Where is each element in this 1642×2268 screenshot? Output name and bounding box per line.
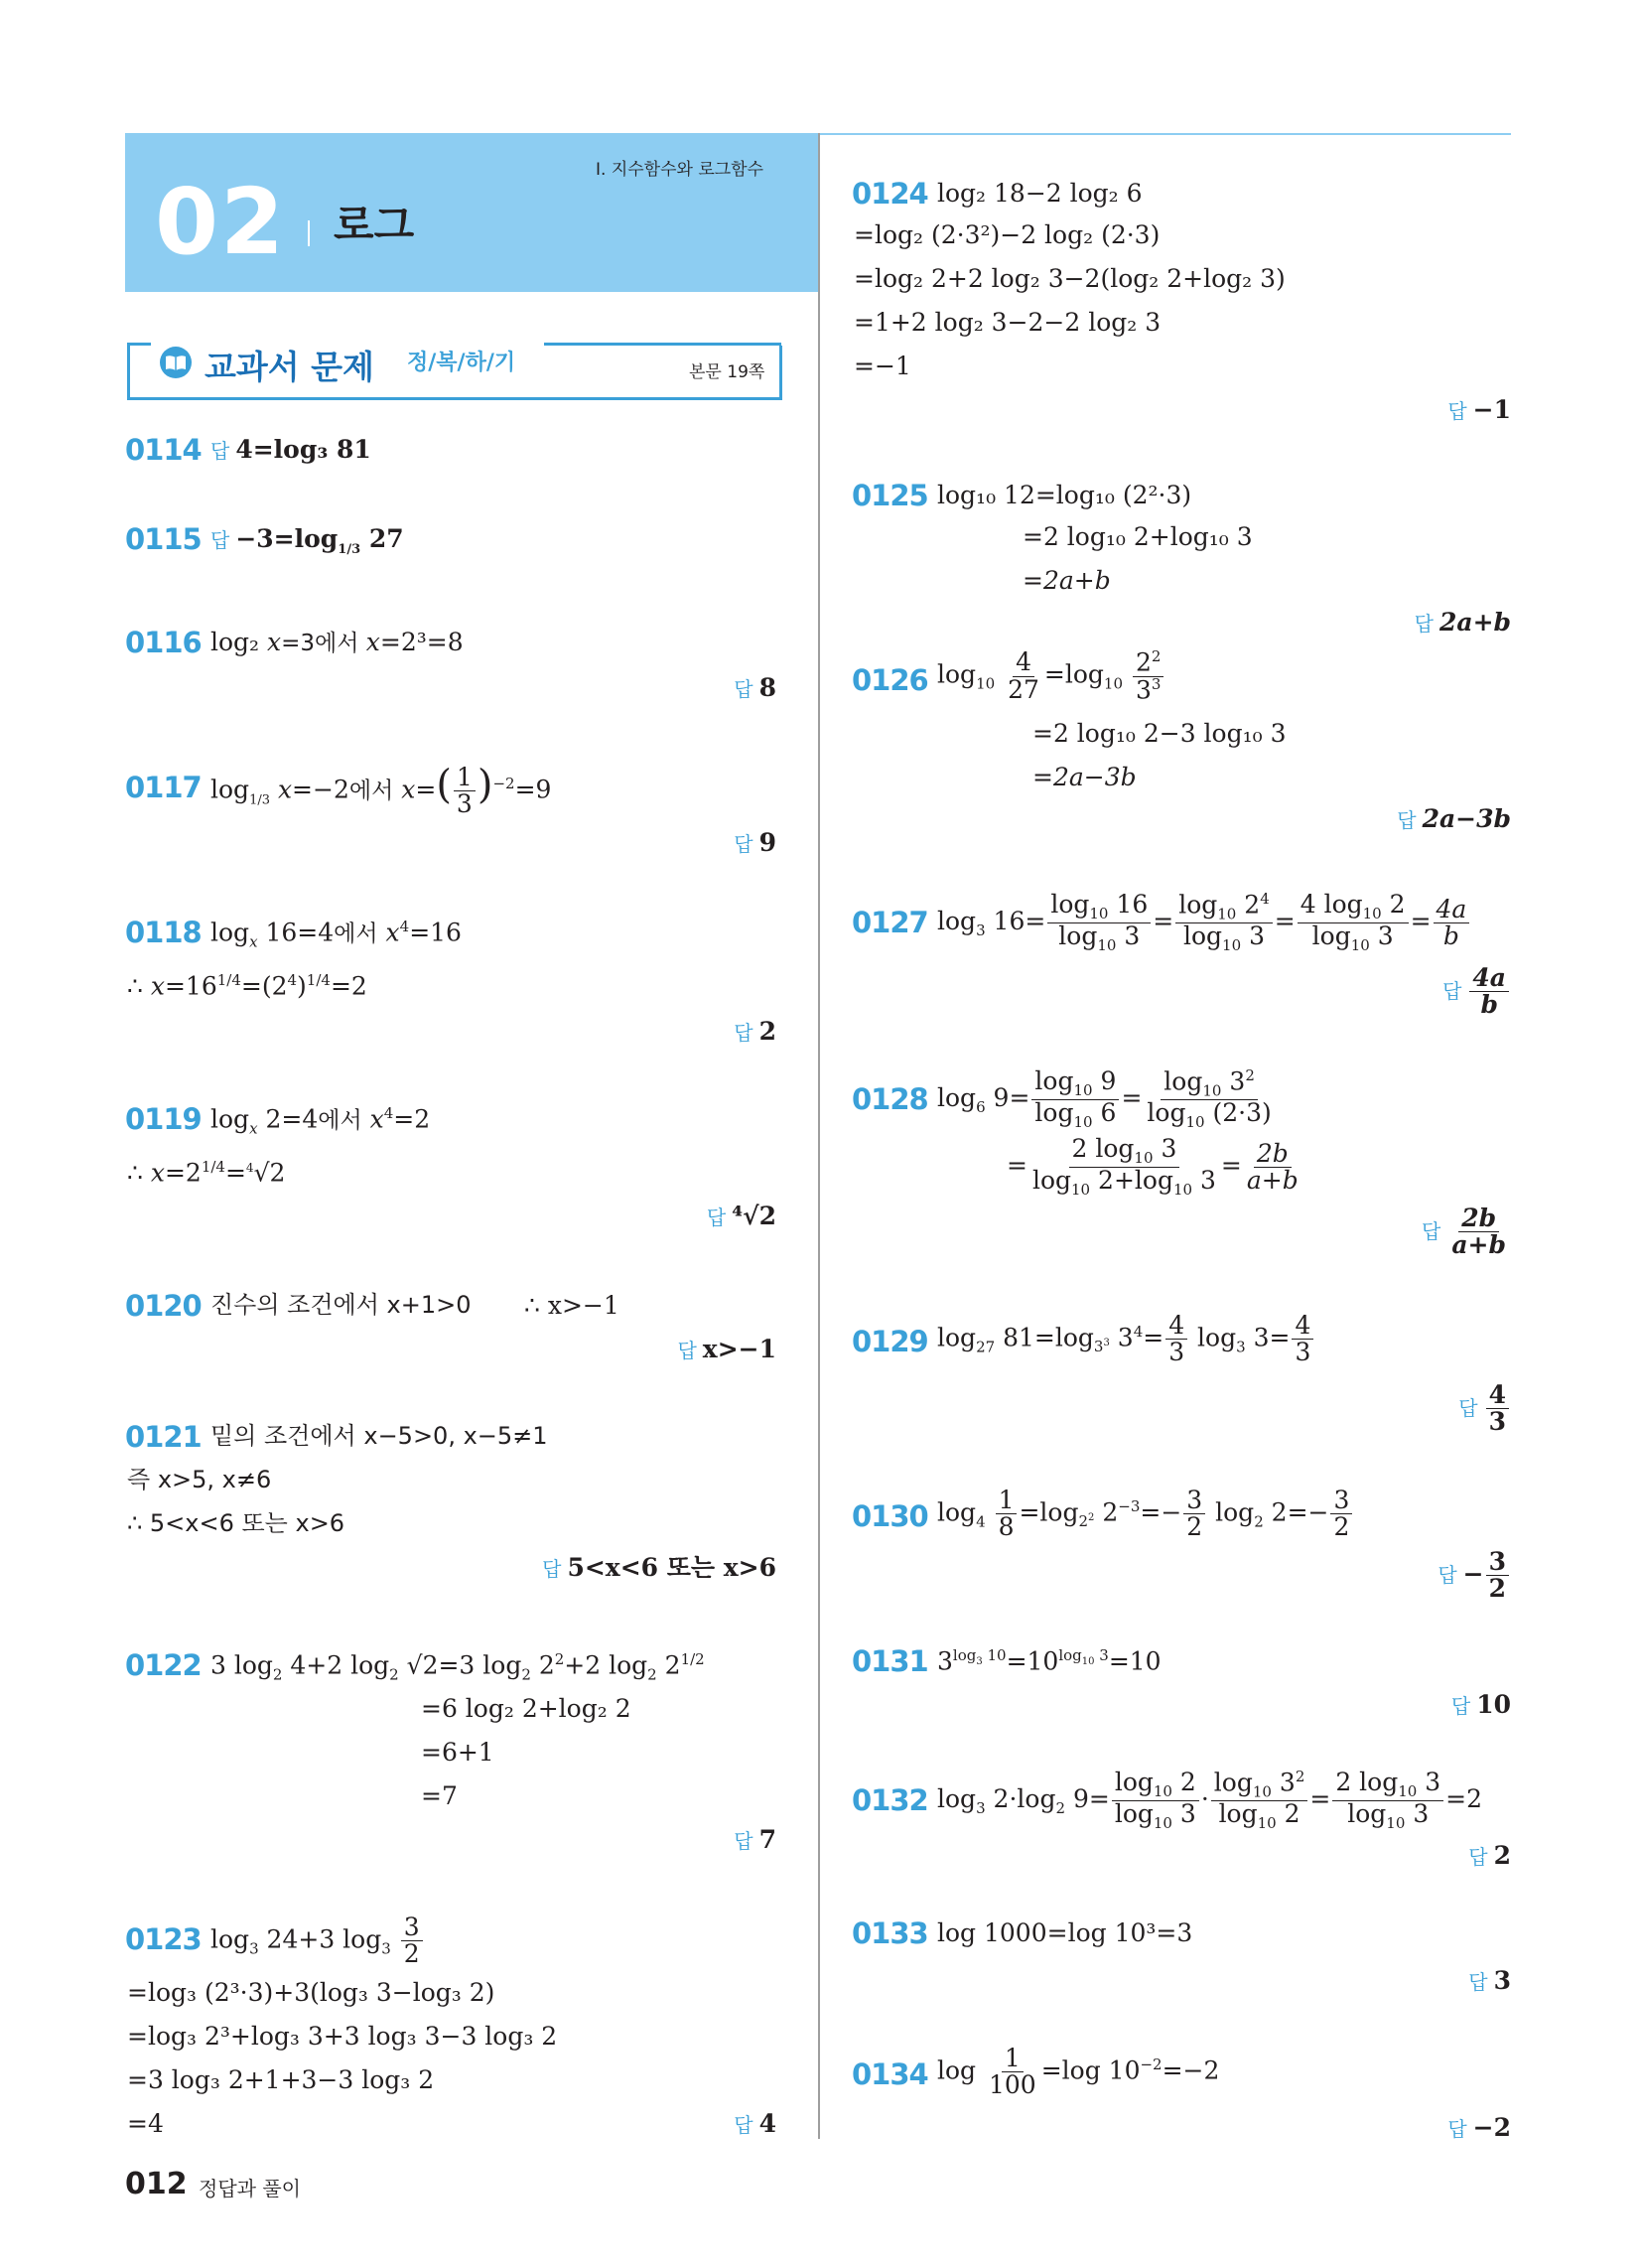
book-icon	[159, 346, 193, 379]
chapter-divider	[308, 220, 310, 246]
problem-number: 0124	[852, 177, 928, 211]
answer	[1447, 2115, 1511, 2140]
section-box-border	[544, 343, 781, 346]
answer	[1442, 965, 1511, 1019]
problem-number: 0132	[852, 1783, 928, 1817]
expr: log₂	[210, 628, 268, 656]
solution-line: log 1000=log 10³=3	[937, 1918, 1193, 1947]
solution-line: ∴ 5<x<6 또는 x>6	[127, 1509, 345, 1537]
answer	[1447, 397, 1511, 422]
answer-value: ⁴√2	[732, 1202, 776, 1230]
problem-number: 0118	[125, 916, 202, 949]
answer-value: −3=log	[235, 524, 339, 553]
answer-value: 9	[758, 828, 776, 857]
answer-value: 2a−3b	[1422, 804, 1511, 833]
answer-value: 8	[758, 673, 776, 702]
answer-label: 답	[734, 1021, 753, 1045]
footer-page-number: 012	[125, 2167, 188, 2201]
answer-label: 답	[1468, 1970, 1488, 1994]
answer-label: 답	[734, 1829, 753, 1853]
section-box-border	[127, 343, 151, 346]
answer-label: 답	[734, 832, 753, 856]
solution-line: ∴ x>−1	[524, 1291, 619, 1320]
solution-line: $\log_3 2\cdot\log_2$ 9= $\frac{\log_{10} 2}{\log_{10} 3}$ · $\frac{\log_{10} 3^2}{\log_{10} 2}$ = $\frac{2 \log_{10} 3}{\log_{10} 3}$ =2	[937, 1768, 1483, 1833]
problem-number: 0134	[852, 2057, 928, 2091]
problem-number: 0129	[852, 1325, 928, 1358]
solution-line: =log₃ 2³+log₃ 3+3 log₃ 3−3 log₃ 2	[127, 2022, 558, 2051]
solution-line: $\log_{27} 81=\log_{3^3}$ $3^4=$ $\frac{4}{3}$ $\log_3 3=$ $\frac{4}{3}$	[937, 1313, 1315, 1366]
answer-label: 답	[542, 1557, 562, 1581]
problem-number: 0119	[125, 1102, 202, 1136]
answer-value: 2	[1493, 1841, 1511, 1870]
solution-line: =6+1	[421, 1738, 494, 1767]
solution-line: =2a+b	[1023, 566, 1111, 595]
problem-number: 0133	[852, 1916, 928, 1950]
answer-label: 답	[1458, 1396, 1478, 1421]
answer	[734, 675, 776, 700]
answer	[1397, 806, 1511, 831]
problem-number: 0114	[125, 433, 202, 467]
answer	[734, 1019, 776, 1044]
answer-label: 답	[706, 1205, 727, 1229]
solution-line: = $\frac{2 \log_{10} 3}{\log_{10} 2+\log_{10} 3}$ = $\frac{2b}{a+b}$	[1007, 1134, 1299, 1199]
answer-value: 4	[758, 2109, 776, 2138]
top-rule	[818, 133, 1511, 135]
answer	[1468, 1843, 1511, 1868]
solution-line	[210, 630, 464, 655]
answer-label: 답	[734, 677, 753, 701]
answer	[734, 1827, 776, 1852]
solution-line: $\log_{1/3} x=-2$에서 x=( $\frac{1}{3}$ )$^{-2}$=9	[210, 762, 552, 819]
solution-line: $\log_x 2=4$에서 $x^4=2$	[210, 1104, 431, 1138]
chapter-number: 02	[155, 169, 287, 275]
solution-line: $\log_{10}$ $\frac{4}{27}$ $=\log_{10}$ $\frac{2^2}{3^3}$	[937, 649, 1165, 703]
solution-line: 3 $\log_2 4+2$ $\log_2 √2=3$ $\log_2 2^2+2$ $\log_2 2^{1/2}$	[210, 1650, 705, 1684]
answer	[1458, 1382, 1511, 1436]
solution-line: =log₃ (2³·3)+3(log₃ 3−log₃ 2)	[127, 1978, 495, 2007]
solution-line: =2a−3b	[1032, 763, 1137, 791]
solution-line: =2 log₁₀ 2+log₁₀ 3	[1023, 522, 1253, 551]
answer-value: b	[1480, 990, 1498, 1020]
solution-line: =1+2 log₂ 3−2−2 log₂ 3	[854, 308, 1162, 337]
solution-line: log₂ 18−2 log₂ 6	[937, 179, 1143, 208]
answer-value: 4a	[1469, 965, 1509, 992]
solution-line: =−1	[854, 352, 911, 380]
answer	[734, 2111, 776, 2136]
answer-value: −1	[1472, 395, 1511, 424]
answer	[542, 1555, 776, 1580]
solution-line: =log₂ 2+2 log₂ 3−2(log₂ 2+log₂ 3)	[854, 264, 1286, 293]
solution-line: =7	[421, 1781, 458, 1810]
problem-number: 0131	[852, 1644, 928, 1678]
expr: x	[365, 628, 380, 656]
problem-number: 0120	[125, 1289, 202, 1323]
problem-number: 0115	[125, 522, 202, 556]
section-subtitle: 정/복/하/기	[407, 351, 516, 375]
problem-number: 0126	[852, 663, 928, 697]
expr: =2³=8	[379, 628, 464, 656]
answer	[1468, 1968, 1511, 1993]
solution-line: 진수의 조건에서 x+1>0	[210, 1291, 472, 1319]
problem-number: 0123	[125, 1922, 202, 1956]
answer-label: 답	[734, 2113, 753, 2137]
answer	[1415, 610, 1511, 635]
chapter-title: 로그	[334, 201, 415, 249]
answer-value: 4	[1486, 1382, 1509, 1409]
footer-text: 정답과 풀이	[199, 2177, 301, 2200]
answer-value: 3	[1488, 1407, 1506, 1437]
solution-line: 밑의 조건에서 x−5>0, x−5≠1	[210, 1422, 548, 1450]
solution-line: $\log_3 24+3$ $\log_3$ $\frac{3}{2}$	[210, 1914, 425, 1968]
answer-label: 답	[1397, 808, 1417, 832]
solution-line: 즉 x>5, x≠6	[127, 1466, 272, 1493]
answer	[1451, 1692, 1511, 1717]
answer-value: 5<x<6 또는 x>6	[567, 1553, 776, 1582]
unit-label: Ⅰ. 지수함수와 로그함수	[596, 160, 764, 180]
answer	[734, 830, 776, 855]
answer-value: x>−1	[702, 1335, 776, 1363]
solution-line: log₁₀ 12=log₁₀ (2²·3)	[937, 481, 1192, 509]
answer-label: 답	[1447, 2117, 1467, 2141]
solution-line: $\log_6 9=$ $\frac{\log_{10} 9}{\log_{10} 6}$ = $\frac{\log_{10} 3^2}{\log_{10} (2\cdot 3)}$	[937, 1066, 1272, 1132]
answer-value: 2	[1488, 1574, 1506, 1604]
solution-line: =6 log₂ 2+log₂ 2	[421, 1694, 631, 1723]
problem-number: 0127	[852, 906, 928, 939]
answer-value: 10	[1476, 1690, 1511, 1719]
answer-value: 3	[1493, 1966, 1511, 1995]
answer-label: 답	[677, 1339, 697, 1362]
answer-label: 답	[1414, 612, 1434, 636]
solution-line: ∴ $x=2^{1/4}=^4√2$	[127, 1158, 286, 1188]
problem-number: 0125	[852, 479, 928, 512]
answer-label: 답	[1447, 399, 1467, 423]
problem-number: 0128	[852, 1082, 928, 1116]
answer: 답 $-3=\log_{1/3}$ 27	[210, 524, 404, 557]
answer-label: 답	[1450, 1694, 1471, 1718]
section-page-ref: 본문 19쪽	[689, 362, 765, 382]
answer: 답 − $\frac{3}{2}$	[1437, 1549, 1511, 1603]
answer-value: 2a+b	[1438, 608, 1511, 637]
solution-line: $3^{log_3 10}=10^{log_{10} 3}=10$	[937, 1646, 1162, 1676]
answer-value: 27	[360, 524, 404, 553]
answer	[677, 1337, 776, 1361]
answer-label: 답	[210, 528, 230, 552]
answer-label: 답	[1442, 979, 1462, 1004]
answer	[707, 1204, 776, 1228]
solution-line: =3 log₃ 2+1+3−3 log₃ 2	[127, 2065, 435, 2094]
answer-label: 답	[210, 439, 230, 463]
answer	[1422, 1205, 1511, 1259]
answer-value: 7	[758, 1825, 776, 1854]
problem-number: 0117	[125, 771, 202, 804]
solution-line: $\log_4$ $\frac{1}{8}$ $=\log_{2^2}$ $2^{-3}=-$ $\frac{3}{2}$ $\log_2 2=-$ $\frac{3}{2}$	[937, 1488, 1354, 1541]
answer-value: a+b	[1451, 1230, 1506, 1260]
problem-number: 0122	[125, 1648, 202, 1682]
expr: x	[267, 628, 282, 656]
answer-value: 3	[1486, 1549, 1509, 1576]
answer-value: −2	[1472, 2113, 1511, 2142]
answer-label: 답	[1422, 1219, 1441, 1244]
answer	[210, 437, 371, 462]
answer-value: 2b	[1458, 1205, 1499, 1232]
answer-value: 4=log₃ 81	[235, 435, 371, 464]
answer-label: 답	[1468, 1845, 1488, 1869]
solution-line: $\log_x 16=4$에서 $x^4=16$	[210, 918, 462, 951]
column-divider	[818, 133, 820, 2139]
section-title: 교과서 문제	[205, 348, 374, 386]
solution-line: ∴ $x=16^{1/4}=(2^4)^{1/4}=2$	[127, 971, 367, 1001]
problem-number: 0116	[125, 626, 202, 659]
solution-line: log $\frac{1}{100}$ =log $10^{-2}=-2$	[937, 2044, 1220, 2100]
solution-line: $\log_3 16=$ $\frac{\log_{10} 16}{\log_{10} 3}$ = $\frac{\log_{10} 2^4}{\log_{10} 3}$ = $\frac{4 \log_{10} 2}{\log_{10} 3}$ = $\frac{4a}{b}$	[937, 892, 1471, 954]
problem-number: 0130	[852, 1499, 928, 1533]
answer-label: 답	[1437, 1563, 1457, 1588]
answer-value: 2	[758, 1017, 776, 1046]
problem-number: 0121	[125, 1420, 202, 1454]
solution-line: =4	[127, 2109, 164, 2138]
solution-line: =log₂ (2·3²)−2 log₂ (2·3)	[854, 220, 1161, 249]
solution-line: =2 log₁₀ 2−3 log₁₀ 3	[1032, 719, 1287, 748]
expr: =3에서	[281, 631, 366, 656]
